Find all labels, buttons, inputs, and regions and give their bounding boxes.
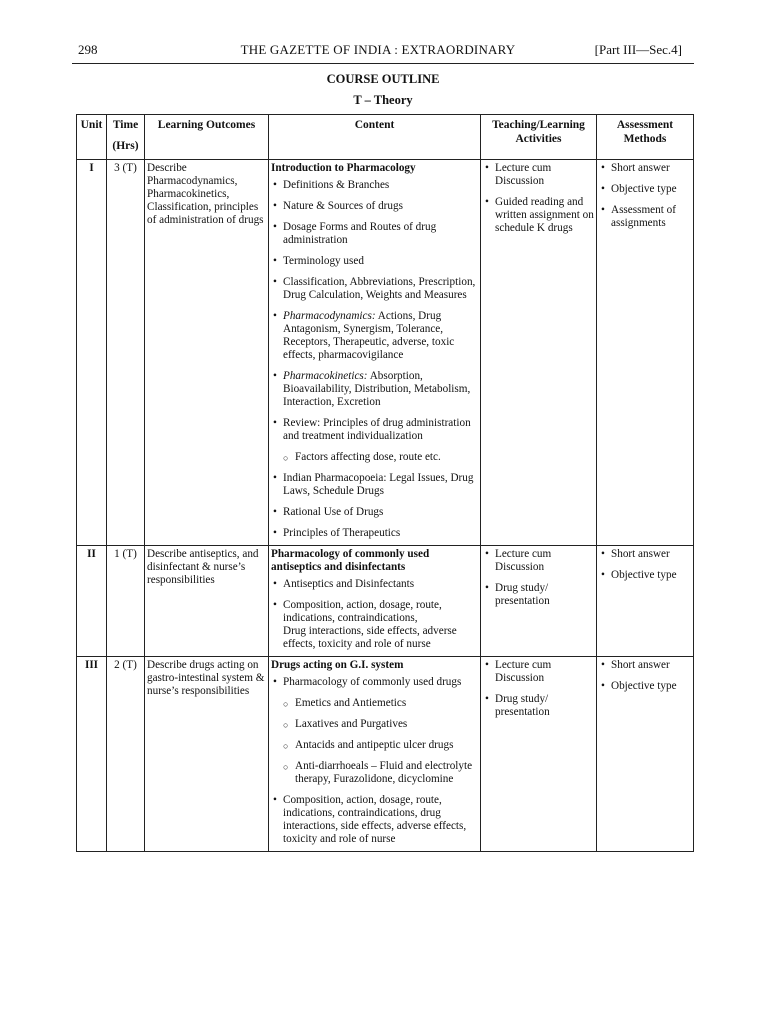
col-time bbox=[107, 115, 145, 160]
outcome-cell: Describe Pharmacodynamics, Pharmacokinetics, Classification, principles of administration of drugs bbox=[145, 160, 269, 546]
assessment-item: • Short answer bbox=[599, 162, 691, 175]
content-item bbox=[271, 370, 478, 409]
table-header-row bbox=[77, 115, 694, 160]
outcome-cell: Describe drugs acting on gastro-intestinal system & nurse’s responsibilities bbox=[145, 657, 269, 852]
content-item bbox=[271, 599, 478, 651]
content-subitem: ○ Laxatives and Purgatives bbox=[271, 718, 478, 731]
content-cell bbox=[269, 657, 481, 852]
col-outcomes: Learning Outcomes bbox=[145, 115, 269, 160]
time-cell: 2 (T) bbox=[107, 657, 145, 852]
content-item: • Principles of Therapeutics bbox=[271, 527, 478, 540]
activity-item: • Guided reading and written assignment on schedule K drugs bbox=[483, 196, 594, 235]
time-cell: 3 (T) bbox=[107, 160, 145, 546]
table-row bbox=[77, 546, 694, 657]
assessment-item: • Assessment of assignments bbox=[599, 204, 691, 230]
gazette-title: THE GAZETTE OF INDIA : EXTRAORDINARY bbox=[240, 42, 516, 57]
activity-item: • Drug study/ presentation bbox=[483, 582, 594, 608]
content-item: • Composition, action, dosage, route, indications, contraindications, drug interactions, side effects, adverse effects, toxicity and role of nurse bbox=[271, 794, 478, 846]
assessment-cell bbox=[597, 657, 694, 852]
col-assessment: Assessment Methods bbox=[597, 115, 694, 160]
table-row bbox=[77, 657, 694, 852]
table-row bbox=[77, 160, 694, 546]
col-activities: Teaching/Learning Activities bbox=[481, 115, 597, 160]
content-subitem: ○ Factors affecting dose, route etc. bbox=[271, 451, 478, 464]
content-subitem: ○ Antacids and antipeptic ulcer drugs bbox=[271, 739, 478, 752]
content-item: • Indian Pharmacopoeia: Legal Issues, Drug Laws, Schedule Drugs bbox=[271, 472, 478, 498]
course-outline-heading: COURSE OUTLINE bbox=[326, 72, 440, 86]
content-item: • Terminology used bbox=[271, 255, 478, 268]
unit-cell: II bbox=[77, 546, 107, 657]
content-item-text: Absorption, Bioavailability, Distribution, Metabolism, Interaction, Excretion bbox=[283, 370, 471, 408]
unit-cell: III bbox=[77, 657, 107, 852]
course-outline-table bbox=[76, 114, 694, 852]
content-subitem: ○ Anti-diarrhoeals – Fluid and electrolyte therapy, Furazolidone, dicyclomine bbox=[271, 760, 478, 786]
assessment-item: • Objective type bbox=[599, 569, 691, 582]
content-item: • Nature & Sources of drugs bbox=[271, 200, 478, 213]
content-item: • Antiseptics and Disinfectants bbox=[271, 578, 478, 591]
page-number: 298 bbox=[78, 42, 98, 57]
content-cell bbox=[269, 546, 481, 657]
assessment-item: • Objective type bbox=[599, 183, 691, 196]
unit-cell: I bbox=[77, 160, 107, 546]
assessment-cell bbox=[597, 160, 694, 546]
content-item: • Classification, Abbreviations, Prescription, Drug Calculation, Weights and Measures bbox=[271, 276, 478, 302]
col-time-unit: (Hrs) bbox=[112, 140, 139, 152]
content-title: Introduction to Pharmacology bbox=[271, 162, 416, 174]
content-title: Drugs acting on G.I. system bbox=[271, 659, 404, 671]
content-item-term: Pharmacodynamics: bbox=[283, 310, 376, 322]
content-item-text: Drug interactions, side effects, adverse effects, toxicity and role of nurse bbox=[283, 625, 457, 650]
col-content: Content bbox=[269, 115, 481, 160]
content-title: Pharmacology of commonly used antiseptics and disinfectants bbox=[271, 548, 430, 573]
assessment-item: • Objective type bbox=[599, 680, 691, 693]
content-item: • Definitions & Branches bbox=[271, 179, 478, 192]
activities-cell bbox=[481, 160, 597, 546]
content-item-text: Actions, Drug Antagonism, Synergism, Tolerance, Receptors, Therapeutic, adverse, toxic effects, pharmacovigilance bbox=[283, 310, 455, 361]
activities-cell bbox=[481, 657, 597, 852]
activity-item: • Lecture cum Discussion bbox=[483, 548, 594, 574]
part-section: [Part III—Sec.4] bbox=[594, 42, 682, 57]
header-rule bbox=[72, 63, 694, 64]
activity-item: • Lecture cum Discussion bbox=[483, 659, 594, 685]
col-time-label: Time bbox=[112, 119, 139, 131]
content-item bbox=[271, 310, 478, 362]
assessment-item: • Short answer bbox=[599, 548, 691, 561]
assessment-cell bbox=[597, 546, 694, 657]
activities-cell bbox=[481, 546, 597, 657]
content-item: • Dosage Forms and Routes of drug administration bbox=[271, 221, 478, 247]
content-item-term: Pharmacokinetics: bbox=[283, 370, 368, 382]
assessment-item: • Short answer bbox=[599, 659, 691, 672]
content-cell bbox=[269, 160, 481, 546]
activity-item: • Lecture cum Discussion bbox=[483, 162, 594, 188]
activity-item: • Drug study/ presentation bbox=[483, 693, 594, 719]
time-cell: 1 (T) bbox=[107, 546, 145, 657]
content-item: • Review: Principles of drug administration and treatment individualization bbox=[271, 417, 478, 443]
col-unit: Unit bbox=[77, 115, 107, 160]
content-item-text: Composition, action, dosage, route, indications, contraindications, bbox=[283, 599, 442, 624]
outcome-cell: Describe antiseptics, and disinfectant & nurse’s responsibilities bbox=[145, 546, 269, 657]
gazette-header bbox=[72, 42, 684, 60]
content-item: • Rational Use of Drugs bbox=[271, 506, 478, 519]
theory-subheading: T – Theory bbox=[353, 93, 413, 107]
content-subitem: ○ Emetics and Antiemetics bbox=[271, 697, 478, 710]
content-item: • Pharmacology of commonly used drugs bbox=[271, 676, 478, 689]
